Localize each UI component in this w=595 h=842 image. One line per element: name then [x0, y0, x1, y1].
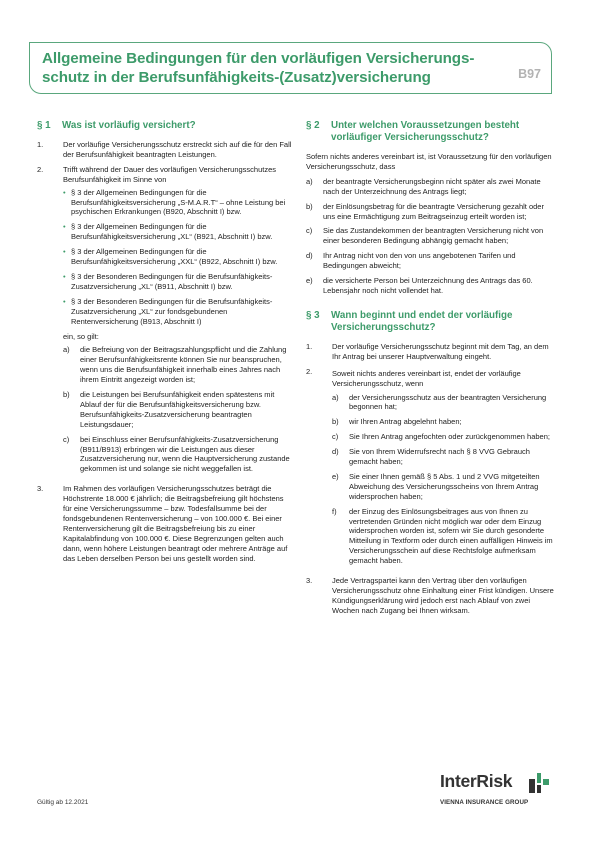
validity-date: Gültig ab 12.2021: [37, 799, 89, 806]
item-letter: c): [332, 432, 339, 442]
item-text: Im Rahmen des vorläufigen Versicherungsschutzes beträgt die Höchstrente 18.000 € jährlich; die Beitragsbefreiung gilt höchstens für eine Versicherungssumme – bzw. Todesfallsumme bei der fondsgebundenen Rentenversicherung – von 100.000 €. Bei einer Rentenversicherung gilt die Beitragsbefreiung bis zu einer Kapitalabfindung von 100.000 €. Diese Begrenzungen gelten auch dann, wenn höhere Leistungen beantragt oder mehrere Anträge auf das Leben derselben Person bei uns gestellt worden sind.: [63, 484, 288, 563]
item-letter: b): [63, 390, 70, 400]
title-line-1: Allgemeine Bedingungen für den vorläufigen Versicherungs-: [42, 50, 475, 67]
item-text: Trifft während der Dauer des vorläufigen Versicherungsschutzes Berufsunfähigkeit im Sinne von: [63, 164, 277, 184]
lettered-item: [332, 417, 556, 427]
item-letter: c): [63, 434, 70, 444]
item-text: Jede Vertragspartei kann den Vertrag über den vorläufigen Versicherungsschutz ohne Einhaltung einer Frist kündigen. Unsere Kündigungserklärung wird jedoch erst nach Ablauf von zwei Wochen nach Zugang bei Ihnen wirksam.: [332, 576, 554, 615]
lettered-item: [306, 202, 556, 222]
interrisk-logo-mark-icon: [529, 773, 549, 793]
item-text: bei Einschluss einer Berufsunfähigkeits-Zusatzversicherung (B911/B913) erbringen wir die Leistungen aus dieser Zusatzversicherung nur, wenn die Hauptversicherung zustande gekommen ist und solange sie nicht weggefallen ist.: [80, 434, 290, 474]
section-number: § 1: [37, 120, 51, 131]
item-text: wir Ihren Antrag abgelehnt haben;: [349, 417, 462, 427]
bullet-icon: •: [63, 222, 66, 232]
item-text: Der vorläufige Versicherungsschutz erstreckt sich auf die für den Fall der Berufsunfähigkeit beantragten Leistungen.: [63, 140, 292, 159]
item-number: 2.: [306, 366, 313, 376]
logo-subtitle: VIENNA INSURANCE GROUP: [440, 799, 529, 806]
item-number: 3.: [306, 576, 313, 586]
lettered-item: [332, 432, 556, 442]
item-text: Sie Ihren Antrag angefochten oder zurückgenommen haben;: [349, 432, 550, 442]
numbered-item: [37, 165, 292, 479]
lettered-item: [332, 507, 556, 566]
item-text: der Einzug des Einlösungsbeitrages aus von Ihnen zu vertretenden Gründen nicht möglich war oder dem Einzug widersprochen worden ist, sofern wir Sie durch gesonderte Mitteilung in Textform oder durch einen auffälligen Hinweis im Versicherungsschein auf diese Rechtsfolge aufmerksam gemacht haben.: [349, 506, 553, 566]
item-text: Sie von Ihrem Widerrufsrecht nach § 8 VVG Gebrauch gemacht haben;: [349, 447, 530, 467]
item-letter: b): [332, 417, 339, 427]
interrisk-logo: [440, 771, 554, 811]
lettered-item: [63, 435, 292, 475]
item-text: der Versicherungsschutz aus der beantragten Versicherung begonnen hat;: [349, 392, 547, 412]
item-text: der Einlösungsbetrag für die beantragte Versicherung gezahlt oder uns eine Ermächtigung zum Beitragseinzug erteilt worden ist;: [323, 201, 544, 221]
item-number: 1.: [306, 341, 313, 351]
item-letter: b): [306, 201, 313, 211]
lettered-item: [306, 276, 556, 296]
item-letter: e): [332, 471, 339, 481]
document-code: B97: [518, 67, 541, 81]
lettered-item: [63, 345, 292, 385]
section-number: § 3: [306, 309, 320, 321]
numbered-item: [306, 342, 556, 362]
item-number: 3.: [37, 484, 44, 494]
numbered-item: [37, 484, 292, 563]
section-title: Was ist vorläufig versichert?: [62, 120, 196, 131]
item-text: Der vorläufige Versicherungsschutz beginnt mit dem Tag, an dem Ihr Antrag bei unserer Hauptverwaltung eingeht.: [332, 341, 549, 361]
section-3-heading: [306, 310, 556, 334]
lettered-item: [306, 251, 556, 271]
item-letter: f): [332, 506, 337, 516]
item-continuation: ein, so gilt:: [63, 331, 99, 341]
item-number: 2.: [37, 164, 44, 174]
bullet-icon: •: [63, 187, 66, 197]
item-letter: a): [63, 345, 70, 355]
item-text: Ihr Antrag nicht von den von uns angebotenen Tarifen und Bedingungen abweicht;: [323, 251, 516, 271]
item-text: der beantragte Versicherungsbeginn nicht später als zwei Monate nach der Unterzeichnung des Antrags liegt;: [323, 176, 541, 196]
item-letter: d): [306, 251, 313, 261]
numbered-item: [37, 140, 292, 160]
item-letter: e): [306, 276, 313, 286]
lettered-item: [306, 226, 556, 246]
bullet-text: § 3 der Allgemeinen Bedingungen für die Berufsunfähigkeitsversicherung „S-M.A.R.T“ – ohne Leistung bei psychischen Erkrankungen (B920, Abschnitt I) bzw.: [71, 187, 286, 217]
bullet-item: [63, 222, 292, 242]
bullet-text: § 3 der Besonderen Bedingungen für die Berufsunfähigkeits-Zusatzversicherung „XL“ zur fondsgebundenen Rentenversicherung (B913, Abschnitt I): [71, 296, 273, 326]
item-text: Sie das Zustandekommen der beantragten Versicherung nicht von einer besonderen Bedingung abhängig gemacht haben;: [323, 226, 544, 246]
bullet-icon: •: [63, 247, 66, 257]
item-letter: a): [332, 392, 339, 402]
section-1-heading: [37, 120, 292, 132]
document-header: [29, 42, 552, 94]
item-letter: a): [306, 176, 313, 186]
document-title: [42, 50, 492, 87]
item-number: 1.: [37, 140, 44, 149]
item-letter: d): [332, 447, 339, 457]
logo-wordmark: InterRisk: [440, 771, 513, 791]
section-title: Wann beginnt und endet der vorläufige Versicherungsschutz?: [331, 309, 513, 333]
item-text: die Befreiung von der Beitragszahlungspflicht und die Zahlung einer Berufsunfähigkeitsrente können Sie nur beanspruchen, wenn uns die Berufsunfähigkeit innerhalb eines Jahres nach ihrem Eintritt angezeigt worden ist;: [80, 345, 287, 385]
section-number: § 2: [306, 120, 320, 131]
numbered-item: [306, 367, 556, 571]
item-letter: c): [306, 226, 313, 236]
lettered-item: [332, 393, 556, 413]
numbered-item: [306, 576, 556, 616]
section-intro: Sofern nichts anderes vereinbart ist, ist Voraussetzung für den vorläufigen Versicherungsschutz, dass: [306, 152, 552, 171]
bullet-text: § 3 der Besonderen Bedingungen für die Berufsunfähigkeits-Zusatzversicherung „XL“ (B911, Abschnitt I) bzw.: [71, 271, 273, 291]
bullet-text: § 3 der Allgemeinen Bedingungen für die Berufsunfähigkeitsversicherung „XXL“ (B922, Abschnitt I) bzw.: [71, 247, 278, 267]
item-text: die Leistungen bei Berufsunfähigkeit enden spätestens mit Ablauf der für die Berufsunfähigkeitsversicherung bzw. Berufsunfähigkeits-Zusatzversicherung beantragten Leistungsdauer;: [80, 390, 275, 429]
lettered-item: [332, 472, 556, 502]
bullet-item: [63, 247, 292, 267]
section-title: Unter welchen Voraussetzungen besteht vorläufiger Versicherungsschutz?: [331, 120, 520, 143]
lettered-item: [332, 447, 556, 467]
right-column: [306, 120, 556, 621]
lettered-item: [63, 390, 292, 430]
bullet-icon: •: [63, 296, 66, 306]
section-2-heading: [306, 120, 556, 144]
bullet-item: [63, 188, 292, 218]
lettered-item: [306, 177, 556, 197]
item-text: die versicherte Person bei Unterzeichnung des Antrags das 60. Lebensjahr noch nicht vollendet hat.: [323, 276, 533, 295]
left-column: [37, 120, 292, 569]
item-text: Sie einer Ihnen gemäß § 5 Abs. 1 und 2 VVG mitgeteilten Abweichung des Versicherungsscheins von Ihrem Antrag widersprochen haben;: [349, 471, 540, 501]
bullet-text: § 3 der Allgemeinen Bedingungen für die Berufsunfähigkeitsversicherung „XL“ (B921, Abschnitt I) bzw.: [71, 222, 273, 242]
item-text: Soweit nichts anderes vereinbart ist, endet der vorläufige Versicherungsschutz, wenn: [332, 368, 521, 388]
bullet-item: [63, 272, 292, 292]
bullet-item: [63, 297, 292, 327]
title-line-2: schutz in der Berufsunfähigkeits-(Zusatz)versicherung: [42, 68, 431, 86]
bullet-icon: •: [63, 271, 66, 281]
